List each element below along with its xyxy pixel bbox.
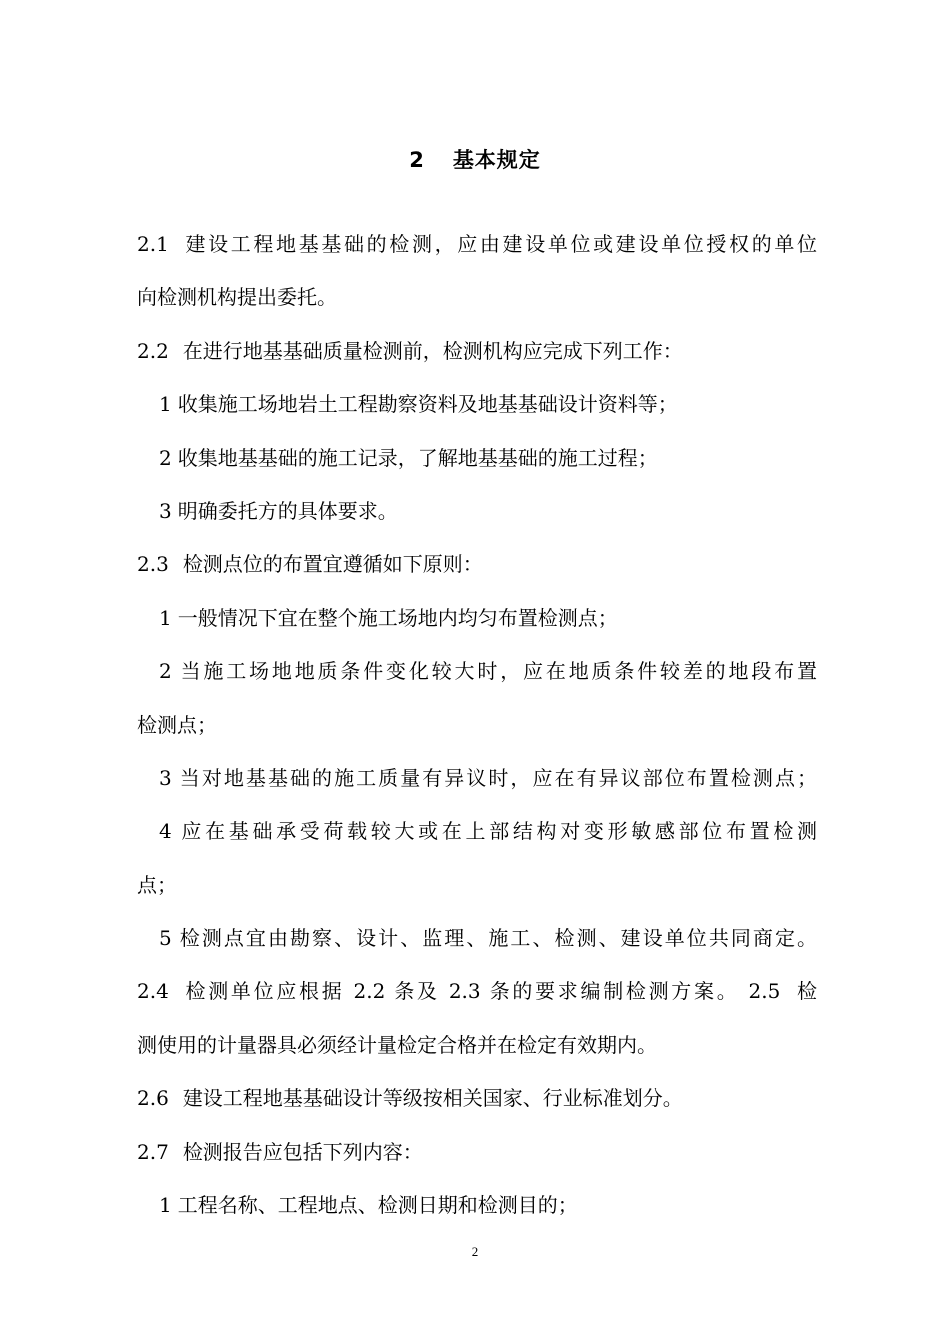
list-item [137, 592, 817, 645]
clause-2-1-label: 2.1 [137, 232, 169, 256]
list-item [137, 805, 817, 858]
page-number: 2 [471, 1244, 479, 1259]
section-number: 2 [409, 148, 425, 172]
clause-2-1-line2: 向检测机构提出委托。 [137, 285, 337, 310]
item-number: 5 [159, 926, 172, 951]
item-number: 1 [159, 1193, 172, 1218]
clause-2-5-text-start: 检 [794, 979, 817, 1004]
clause-2-3-label: 2.3 [137, 552, 169, 577]
clause-2-4-line1 [137, 965, 817, 1018]
clause-2-3-text: 检测点位的布置宜遵循如下原则： [182, 552, 483, 577]
item-number: 1 [159, 392, 172, 417]
item-number: 2 [159, 659, 172, 684]
clause-2-7 [137, 1126, 817, 1179]
clause-2-6-label: 2.6 [137, 1086, 169, 1111]
clause-2-3 [137, 538, 817, 591]
clause-2-4-text: 检测单位应根据 2.2 条及 2.3 条的要求编制检测方案。 [182, 979, 740, 1004]
item-text: 明确委托方的具体要求。 [177, 498, 398, 523]
clause-2-1-text: 建设工程地基基础的检测，应由建设单位或建设单位授权的单位 [182, 232, 817, 256]
clause-2-5-line2: 测使用的计量器具必须经计量检定合格并在检定有效期内。 [137, 1032, 657, 1057]
item-number: 1 [159, 605, 172, 630]
clause-2-5-label: 2.5 [748, 979, 781, 1004]
clause-2-4-label: 2.4 [137, 979, 169, 1004]
list-item [137, 432, 817, 485]
list-item [137, 485, 817, 538]
section-title: 基本规定 [452, 148, 541, 172]
clause-2-2-text: 在进行地基基础质量检测前，检测机构应完成下列工作： [182, 338, 683, 363]
document-body [137, 218, 817, 1232]
clause-2-6-text: 建设工程地基基础设计等级按相关国家、行业标准划分。 [182, 1086, 683, 1111]
item-text: 当对地基基础的施工质量有异议时，应在有异议部位布置检测点； [177, 765, 817, 790]
item-text: 收集地基基础的施工记录，了解地基基础的施工过程； [177, 445, 658, 470]
list-item [137, 378, 817, 431]
list-item [137, 912, 817, 965]
item-text: 当施工场地地质条件变化较大时，应在地质条件较差的地段布置 [177, 659, 817, 684]
item-number: 2 [159, 445, 172, 470]
list-item [137, 645, 817, 698]
clause-2-7-label: 2.7 [137, 1139, 169, 1164]
clause-2-2 [137, 325, 817, 378]
clause-2-1-line1 [137, 218, 817, 271]
list-item-continuation: 检测点； [137, 712, 217, 737]
list-item [137, 752, 817, 805]
item-text: 工程名称、工程地点、检测日期和检测目的； [177, 1193, 578, 1218]
item-number: 3 [159, 765, 172, 790]
item-number: 3 [159, 498, 172, 523]
item-text: 应在基础承受荷载较大或在上部结构对变形敏感部位布置检测 [177, 819, 817, 844]
item-number: 4 [159, 819, 172, 844]
item-text: 检测点宜由勘察、设计、监理、施工、检测、建设单位共同商定。 [177, 926, 817, 951]
clause-2-6 [137, 1072, 817, 1125]
list-item-continuation: 点； [137, 872, 177, 897]
clause-2-7-text: 检测报告应包括下列内容： [182, 1139, 423, 1164]
list-item [137, 1179, 817, 1232]
item-text: 收集施工场地岩土工程勘察资料及地基基础设计资料等； [177, 392, 678, 417]
clause-2-2-label: 2.2 [137, 338, 169, 363]
section-heading [0, 144, 950, 174]
item-text: 一般情况下宜在整个施工场地内均匀布置检测点； [177, 605, 618, 630]
